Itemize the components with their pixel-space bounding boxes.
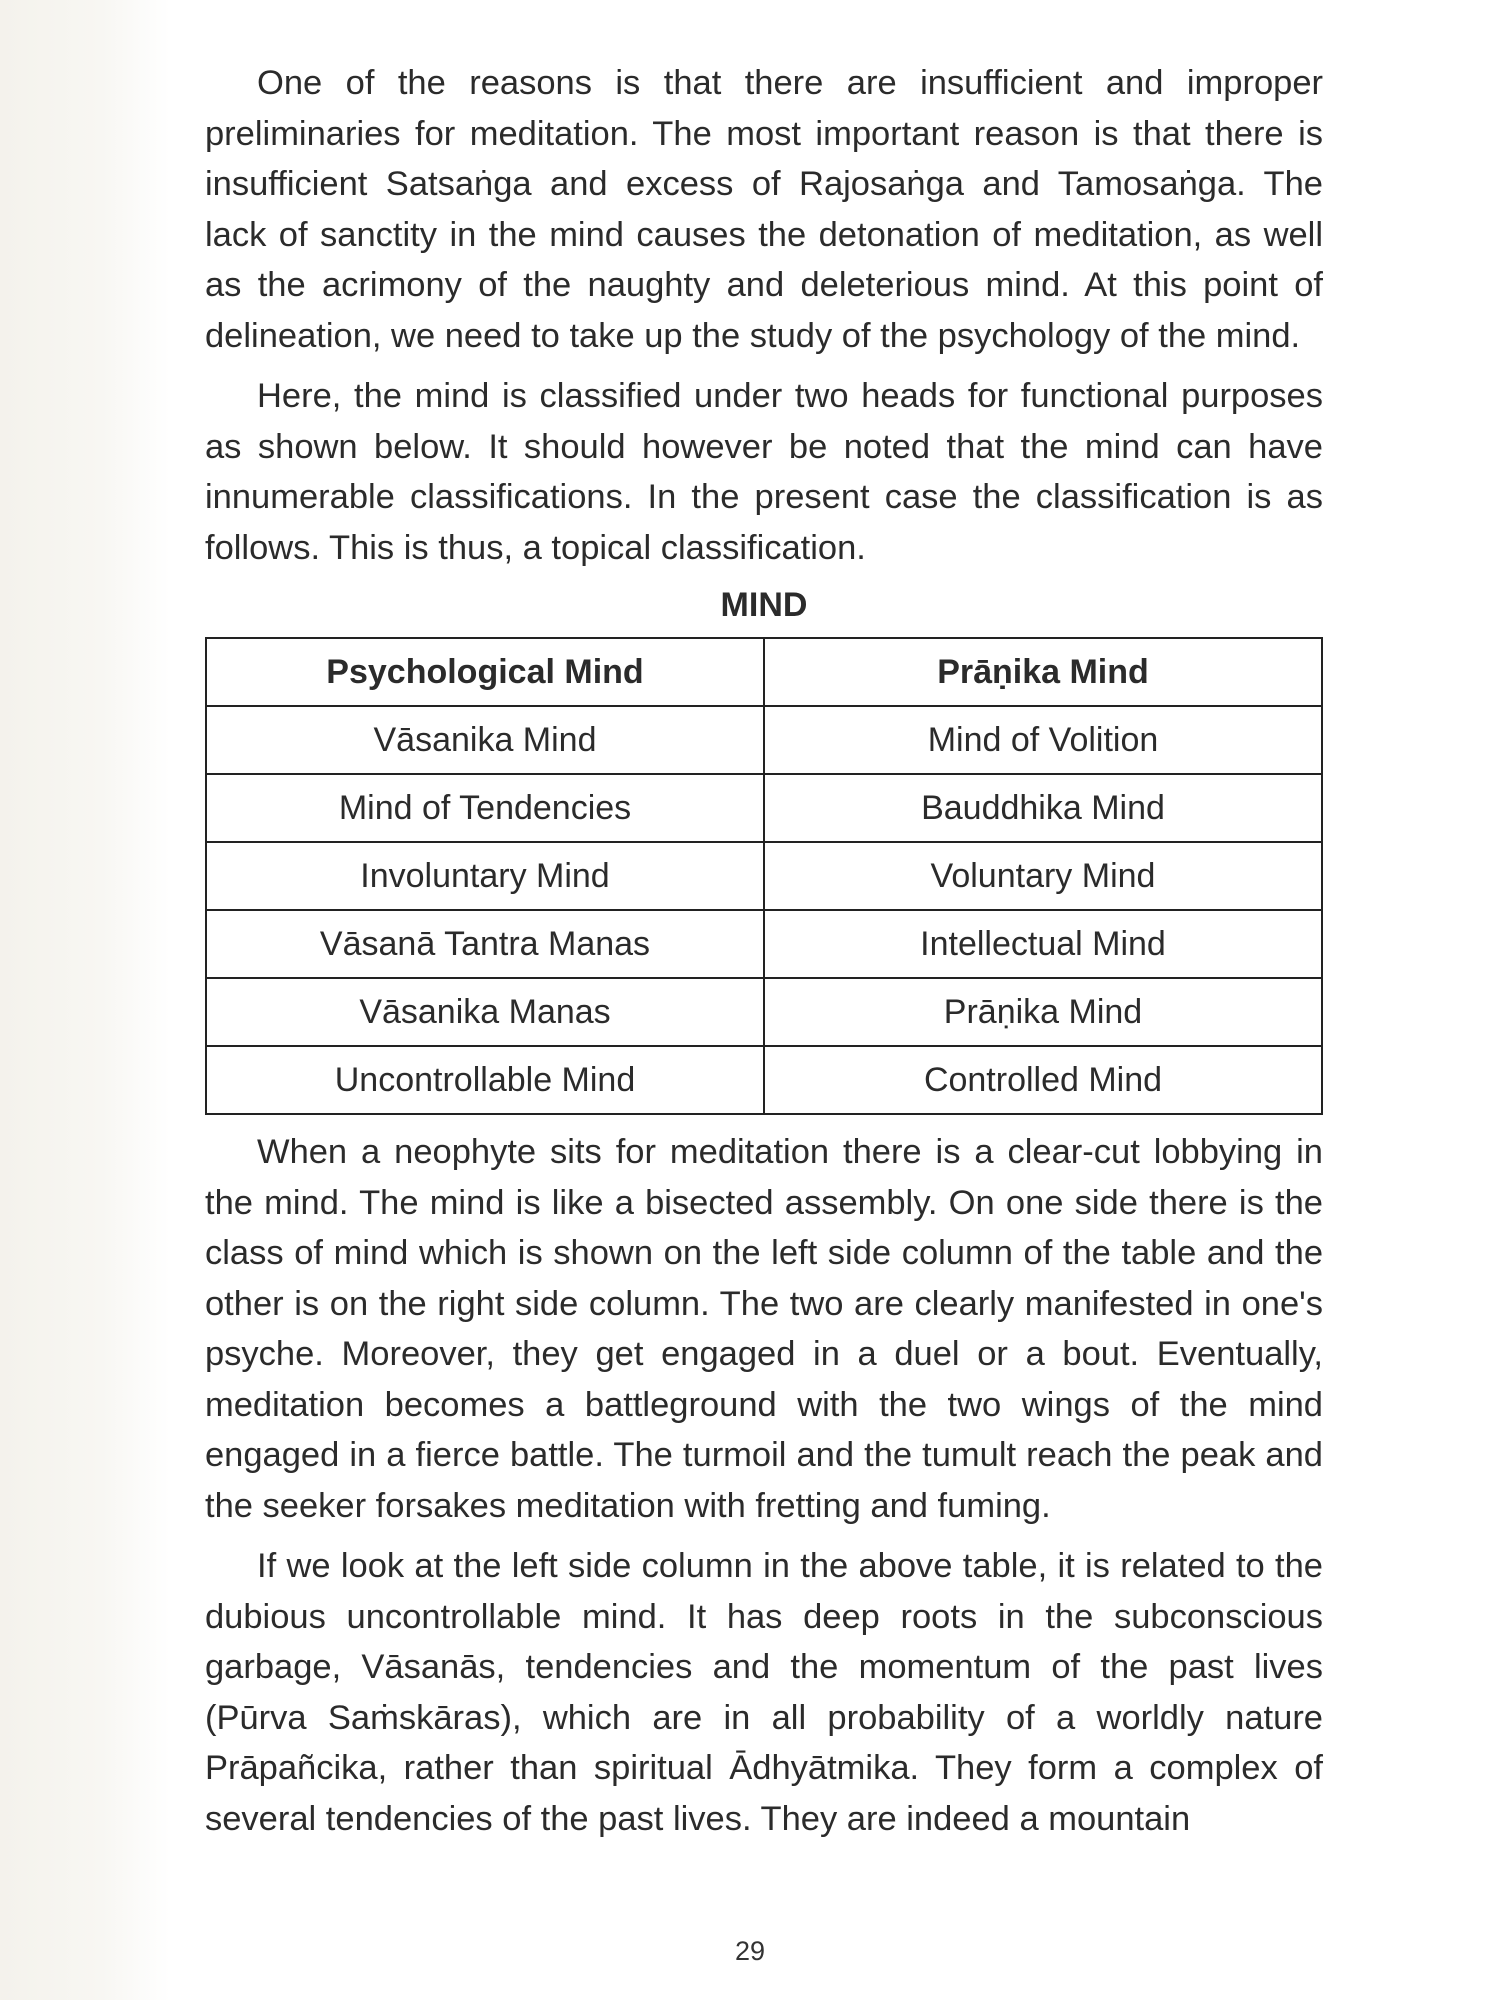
table-cell-right: Voluntary Mind xyxy=(764,842,1322,910)
table-cell-left: Vāsanā Tantra Manas xyxy=(206,910,764,978)
table-header-row xyxy=(206,638,1322,706)
page-content xyxy=(205,58,1323,1854)
paragraph-2: Here, the mind is classified under two heads for functional purposes as shown below. It should however be noted that the mind can have innumerable classifications. In the present case the classification is as follows. This is thus, a topical classification. xyxy=(205,377,1323,567)
table-row xyxy=(206,910,1322,978)
table-cell-left: Uncontrollable Mind xyxy=(206,1046,764,1114)
table-row xyxy=(206,774,1322,842)
header-cell-psychological: Psychological Mind xyxy=(206,638,764,706)
table-row xyxy=(206,1046,1322,1114)
table-cell-left: Vāsanika Manas xyxy=(206,978,764,1046)
table-cell-left: Involuntary Mind xyxy=(206,842,764,910)
paragraph-1: One of the reasons is that there are insufficient and improper preliminaries for meditation. The most important reason is that there is insufficient Satsaṅga and excess of Rajosaṅga and Tamosaṅga. The lack of sanctity in the mind causes the detonation of meditation, as well as the acrimony of the naughty and deleterious mind. At this point of delineation, we need to take up the study of the psychology of the mind. xyxy=(205,64,1323,355)
mind-classification-table xyxy=(205,637,1323,1115)
table-cell-left: Vāsanika Mind xyxy=(206,706,764,774)
table-row xyxy=(206,978,1322,1046)
table-cell-right: Prāṇika Mind xyxy=(764,978,1322,1046)
table-title: MIND xyxy=(720,586,808,624)
paragraph-4: If we look at the left side column in the above table, it is related to the dubious uncontrollable mind. It has deep roots in the subconscious garbage, Vāsanās, tendencies and the momentum of the past lives (Pūrva Saṁskāras), which are in all probability of a worldly nature Prāpañcika, rather than spiritual Ādhyātmika. They form a complex of several tendencies of the past lives. They are indeed a mountain xyxy=(205,1547,1323,1838)
table-row xyxy=(206,706,1322,774)
page-number: 29 xyxy=(734,1936,766,1966)
page-gutter-shadow xyxy=(0,0,170,2000)
header-cell-pranika: Prāṇika Mind xyxy=(764,638,1322,706)
table-cell-left: Mind of Tendencies xyxy=(206,774,764,842)
paragraph-3: When a neophyte sits for meditation there is a clear-cut lobbying in the mind. The mind is like a bisected assembly. On one side there is the class of mind which is shown on the left side column of the table and the other is on the right side column. The two are clearly manifested in one's psyche. Moreover, they get engaged in a duel or a bout. Eventually, meditation becomes a battleground with the two wings of the mind engaged in a fierce battle. The turmoil and the tumult reach the peak and the seeker forsakes meditation with fretting and fuming. xyxy=(205,1133,1323,1525)
table-cell-right: Bauddhika Mind xyxy=(764,774,1322,842)
table-cell-right: Intellectual Mind xyxy=(764,910,1322,978)
table-cell-right: Mind of Volition xyxy=(764,706,1322,774)
table-row xyxy=(206,842,1322,910)
table-cell-right: Controlled Mind xyxy=(764,1046,1322,1114)
